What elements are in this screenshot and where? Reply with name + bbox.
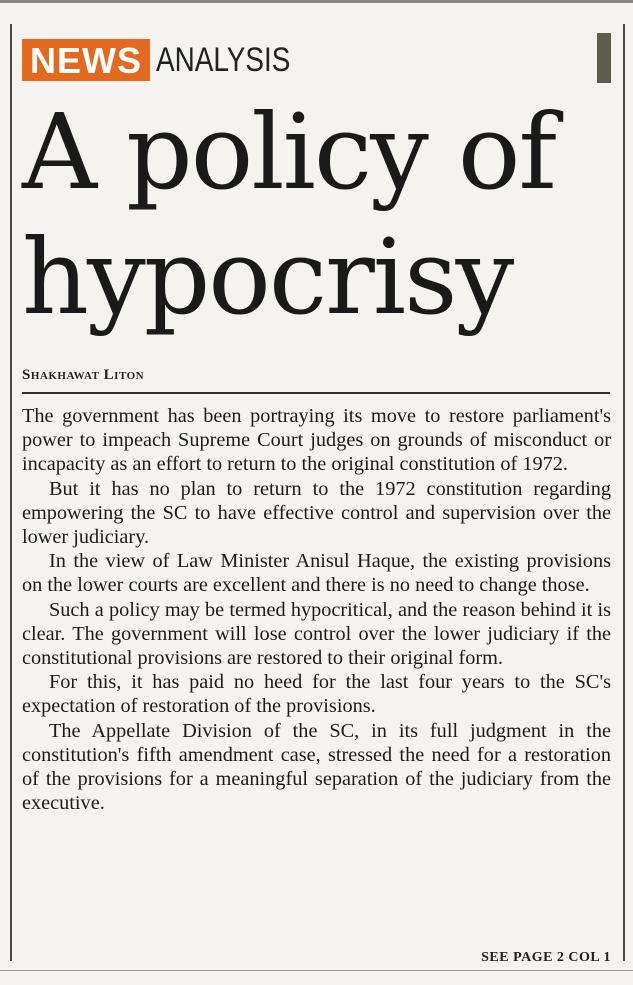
article-body — [22, 404, 611, 815]
column-rule-right — [623, 24, 625, 961]
paragraph: The Appellate Division of the SC, in its full judgment in the constitution's fifth amendment case, stressed the need for a restoration of the provisions for a meaningful separation of the judiciary from the executive. — [22, 719, 611, 815]
paragraph: The government has been portraying its move to restore parliament's power to impeach Supreme Court judges on grounds of misconduct or incapacity as an effort to return to the original constitution of 1972. — [22, 405, 611, 476]
byline: Shakhawat Liton — [22, 367, 145, 383]
column-marker — [597, 33, 611, 83]
top-rule — [0, 0, 633, 3]
paragraph: Such a policy may be termed hypocritical, and the reason behind it is clear. The government will lose control over the lower judiciary if the constitutional provisions are restored to their original form. — [22, 598, 611, 670]
byline-rule — [22, 392, 610, 394]
continuation-link[interactable]: SEE PAGE 2 COL 1 — [481, 950, 611, 965]
headline-line-1: A policy of — [22, 91, 556, 213]
paragraph: But it has no plan to return to the 1972 constitution regarding empowering the SC to have effective control and supervision over the lower judiciary. — [22, 477, 611, 549]
paragraph: For this, it has paid no heed for the last four years to the SC's expectation of restoration of the provisions. — [22, 671, 611, 718]
news-tag: NEWS — [22, 39, 150, 81]
analysis-label: ANALYSIS — [156, 41, 291, 79]
headline-line-2: hypocrisy — [22, 216, 513, 338]
headline — [22, 90, 622, 340]
paragraph: In the view of Law Minister Anisul Haque, the existing provisions on the lower courts are excellent and there is no need to change those. — [22, 550, 611, 597]
section-kicker — [22, 40, 320, 80]
column-rule-left — [10, 24, 12, 961]
bottom-rule — [0, 970, 633, 971]
